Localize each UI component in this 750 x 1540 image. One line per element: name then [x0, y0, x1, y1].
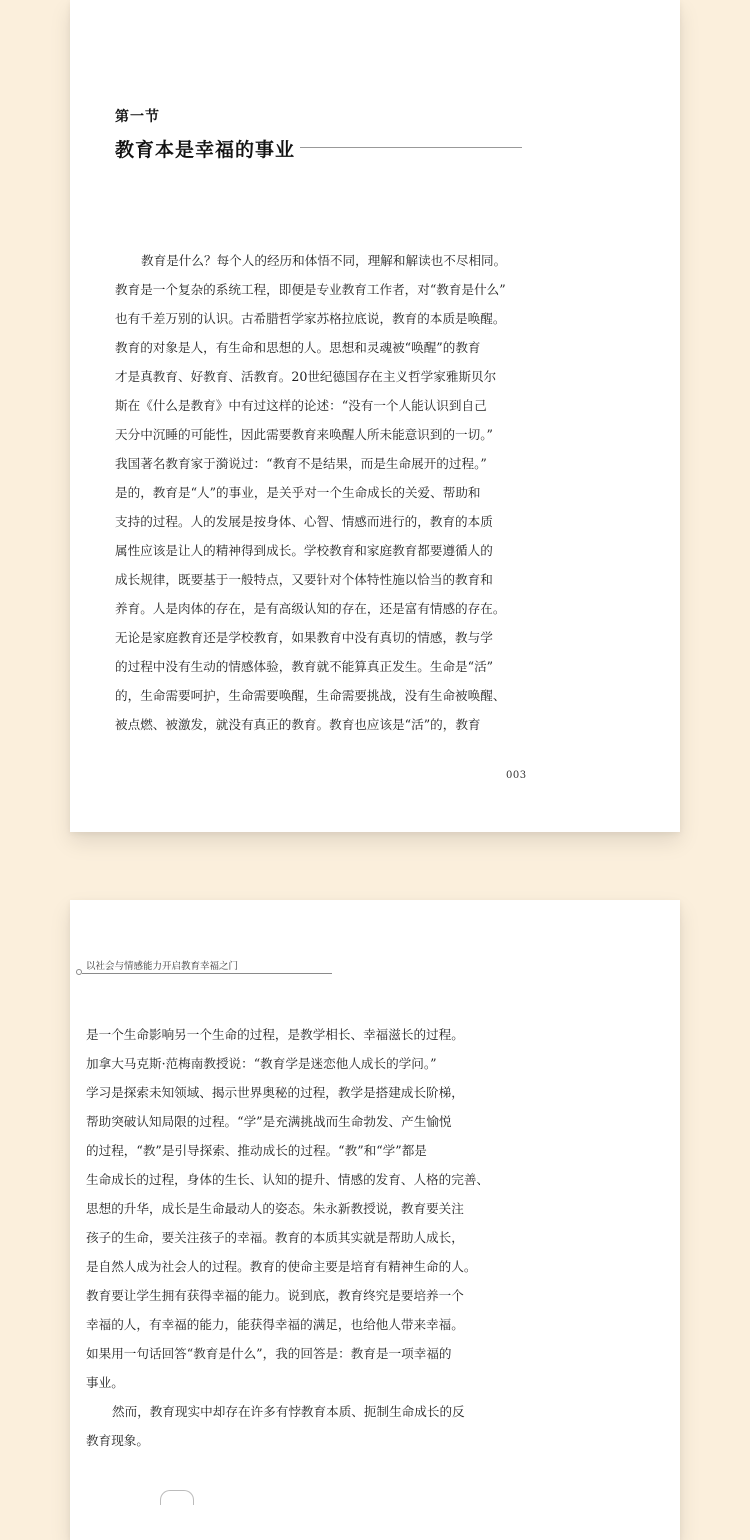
body-line: 如果用一句话回答“教育是什么”，我的回答是：教育是一项幸福的	[86, 1346, 452, 1361]
body-line: 生命成长的过程，身体的生长、认知的提升、情感的发育、人格的完善、	[86, 1172, 489, 1187]
body-line: 孩子的生命，要关注孩子的幸福。教育的本质其实就是帮助人成长，	[86, 1230, 464, 1245]
page2-body	[86, 1020, 516, 1455]
body-line: 天分中沉睡的可能性，因此需要教育来唤醒人所未能意识到的一切。”	[115, 427, 493, 442]
running-header-rule	[82, 973, 332, 974]
book-icon	[160, 1490, 194, 1505]
body-line: 是的，教育是“人”的事业，是关乎对一个生命成长的关爱、帮助和	[115, 485, 481, 500]
body-line: 教育的对象是人，有生命和思想的人。思想和灵魂被“唤醒”的教育	[115, 340, 481, 355]
body-line: 斯在《什么是教育》中有过这样的论述：“没有一个人能认识到自己	[115, 398, 487, 413]
body-line: 学习是探索未知领域、揭示世界奥秘的过程，教学是搭建成长阶梯，	[86, 1085, 464, 1100]
body-line: 才是真教育、好教育、活教育。20世纪德国存在主义哲学家雅斯贝尔	[115, 369, 497, 384]
body-line: 无论是家庭教育还是学校教育，如果教育中没有真切的情感，教与学	[115, 630, 493, 645]
section-title: 教育本是幸福的事业	[115, 139, 296, 161]
body-line: 教育是一个复杂的系统工程，即便是专业教育工作者，对“教育是什么”	[115, 282, 506, 297]
body-line: 养育。人是肉体的存在，是有高级认知的存在，还是富有情感的存在。	[115, 601, 506, 616]
running-header: 以社会与情感能力开启教育幸福之门	[86, 961, 239, 972]
body-line: 然而，教育现实中却存在许多有悖教育本质、扼制生命成长的反	[112, 1404, 465, 1419]
body-line: 教育要让学生拥有获得幸福的能力。说到底，教育终究是要培养一个	[86, 1288, 464, 1303]
body-line: 事业。	[86, 1375, 124, 1390]
body-line: 教育现象。	[86, 1433, 149, 1448]
title-rule	[300, 147, 522, 148]
page-number: 003	[506, 770, 527, 781]
body-line: 的过程，“教”是引导探索、推动成长的过程。“教”和“学”都是	[86, 1143, 427, 1158]
body-line: 也有千差万别的认识。古希腊哲学家苏格拉底说，教育的本质是唤醒。	[115, 311, 506, 326]
body-line: 帮助突破认知局限的过程。“学”是充满挑战而生命勃发、产生愉悦	[86, 1114, 452, 1129]
body-line: 是一个生命影响另一个生命的过程，是教学相长、幸福滋长的过程。	[86, 1027, 464, 1042]
body-line: 加拿大马克斯·范梅南教授说：“教育学是迷恋他人成长的学问。”	[86, 1056, 437, 1071]
body-line: 是自然人成为社会人的过程。教育的使命主要是培育有精神生命的人。	[86, 1259, 477, 1274]
body-line: 属性应该是让人的精神得到成长。学校教育和家庭教育都要遵循人的	[115, 543, 493, 558]
page1-body	[115, 246, 525, 739]
running-header-dot	[76, 969, 82, 975]
body-line: 我国著名教育家于漪说过：“教育不是结果，而是生命展开的过程。”	[115, 456, 487, 471]
body-line: 的过程中没有生动的情感体验，教育就不能算真正发生。生命是“活”	[115, 659, 494, 674]
body-line: 的，生命需要呵护，生命需要唤醒，生命需要挑战，没有生命被唤醒、	[115, 688, 506, 703]
section-label: 第一节	[115, 109, 160, 125]
body-line: 教育是什么？每个人的经历和体悟不同，理解和解读也不尽相同。	[141, 253, 507, 268]
body-line: 被点燃、被激发，就没有真正的教育。教育也应该是“活”的，教育	[115, 717, 481, 732]
body-line: 思想的升华，成长是生命最动人的姿态。朱永新教授说，教育要关注	[86, 1201, 464, 1216]
body-line: 支持的过程。人的发展是按身体、心智、情感而进行的，教育的本质	[115, 514, 493, 529]
body-line: 幸福的人，有幸福的能力，能获得幸福的满足，也给他人带来幸福。	[86, 1317, 464, 1332]
body-line: 成长规律，既要基于一般特点，又要针对个体特性施以恰当的教育和	[115, 572, 493, 587]
